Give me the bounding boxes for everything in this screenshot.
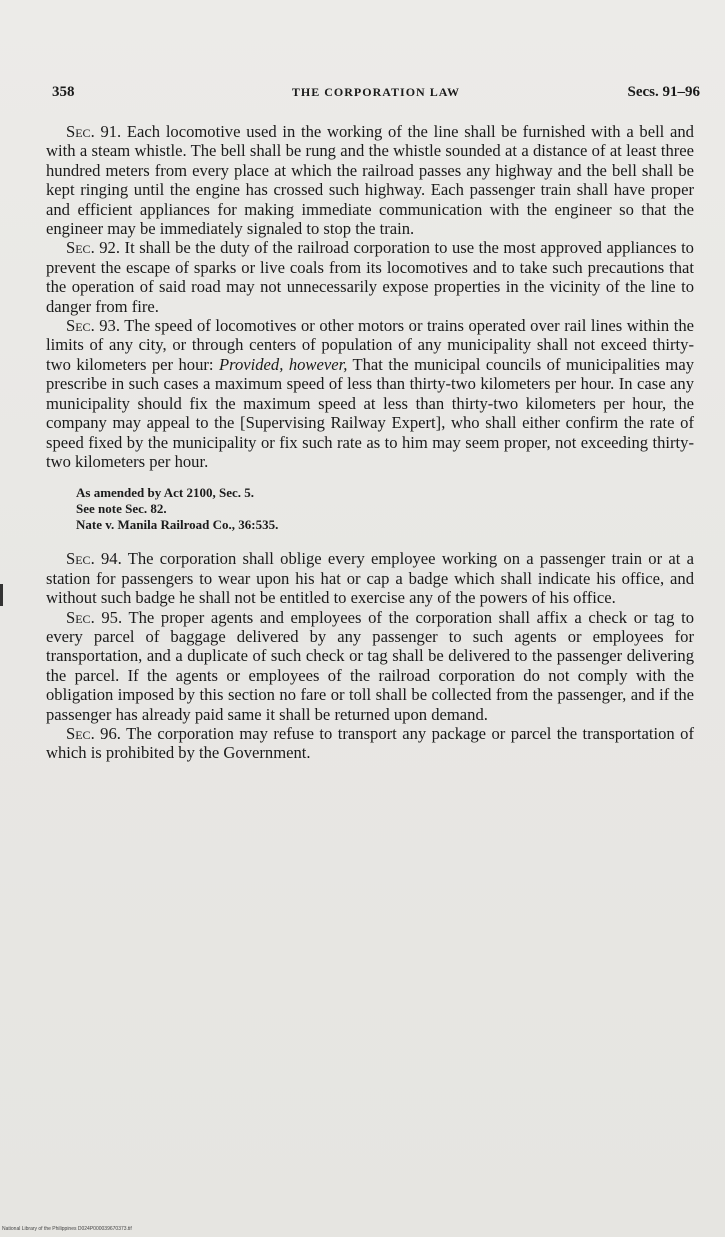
page-body — [46, 122, 694, 763]
section-label: Sec. 95. — [66, 607, 123, 627]
scan-mark — [0, 584, 3, 606]
section-range: Secs. 91–96 — [627, 84, 700, 100]
section-94 — [46, 549, 694, 607]
amendment-notes — [76, 485, 694, 533]
section-91 — [46, 122, 694, 238]
section-text: The proper agents and employees of the corporation shall affix a check or tag to every parcel of baggage delivered by any passenger to such agents or employees for transportation, and a duplicate of such check or tag shall be delivered to the passenger delivering the parcel. If the agents or employees of the railroad corporation do not comply with the obligation imposed by this section no fare or toll shall be collected from the passenger, and if the passenger has already paid same it shall be returned upon demand. — [46, 607, 694, 724]
section-95 — [46, 608, 694, 724]
section-label: Sec. 92. — [66, 238, 120, 258]
section-text: The corporation may refuse to transport any package or parcel the transportation of which is prohibited by the Government. — [46, 723, 694, 763]
section-text-italic: Provided, however, — [219, 354, 348, 374]
section-92 — [46, 238, 694, 316]
section-label: Sec. 93. — [66, 316, 121, 336]
section-text: The corporation shall oblige every employee working on a passenger train or at a station for passengers to wear upon his hat or cap a badge which shall indicate his office, and without such badge he shall not be entitled to exercise any of the powers of his office. — [46, 549, 694, 608]
section-label: Sec. 91. — [66, 122, 122, 141]
note-line: Nate v. Manila Railroad Co., 36:535. — [76, 517, 279, 533]
section-text: Each locomotive used in the working of the line shall be furnished with a bell and with a steam whistle. The bell shall be rung and the whistle sounded at a distance of at least three hundred meters from every place at which the railroad passes any highway and the bell shall be kept ringing until the engine has crossed such highway. Each passenger train shall have proper and efficient appliances for making immediate communication with the engineer so that the engineer may be immediately signaled to stop the train. — [46, 122, 694, 239]
running-title: THE CORPORATION LAW — [291, 85, 461, 99]
note-line: As amended by Act 2100, Sec. 5. — [76, 485, 255, 501]
section-96 — [46, 724, 694, 763]
section-text: The speed of locomotives or other motors or trains operated over rail lines within the limits of any city, or through centers of population of any municipality shall not exceed thirty-two kilometers per hour: — [46, 316, 694, 374]
section-text: It shall be the duty of the railroad corporation to use the most approved appliances to prevent the escape of sparks or live coals from its locomotives and to take such precautions that the operation of said road may not unnecessarily expose properties in the vicinity of the line to danger from fire. — [46, 238, 694, 316]
section-text-continued: That the municipal councils of municipalities may prescribe in such cases a maximum speed of less than thirty-two kilometers per hour. In case any municipality should fix the maximum speed at less than thirty-two kilometers per hour, the company may appeal to the [Supervising Railway Expert], who shall either confirm the rate of speed fixed by the municipality or fix such rate as to him may seem proper, not exceeding thirty-two kilometers per hour. — [46, 354, 695, 471]
note-line: See note Sec. 82. — [76, 501, 167, 517]
section-label: Sec. 94. — [66, 549, 122, 569]
section-label: Sec. 96. — [66, 723, 121, 743]
section-93 — [46, 316, 694, 471]
scan-footer: National Library of the Philippines D024P000039670373.tif — [2, 1226, 132, 1232]
page-number: 358 — [52, 84, 75, 100]
page-header — [52, 84, 700, 106]
